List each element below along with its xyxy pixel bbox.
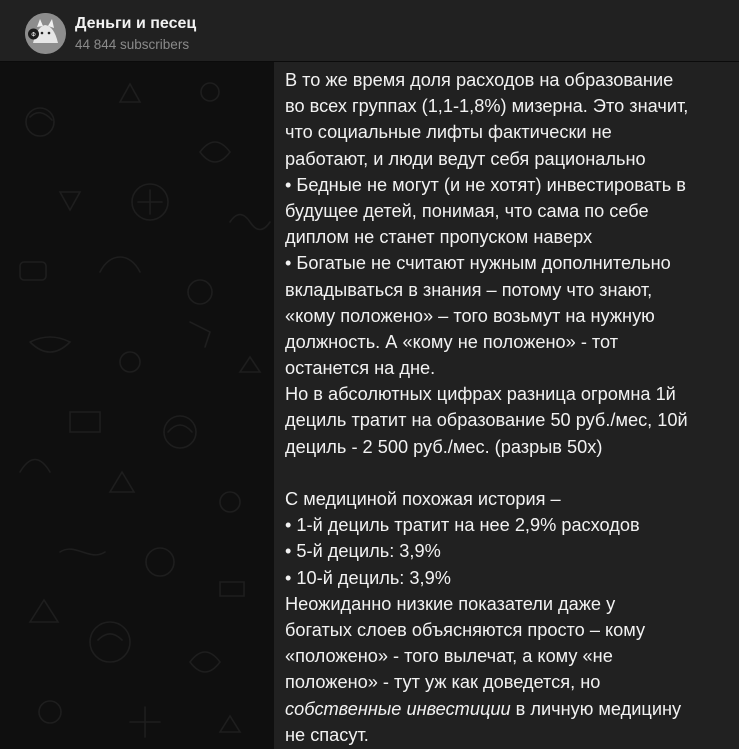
message-bubble[interactable]	[274, 62, 739, 749]
message-line: должность. А «кому не положено» - тот	[285, 331, 619, 352]
fox-avatar-icon[interactable]	[25, 13, 66, 54]
message-line: вкладываться в знания – потому что знают,	[285, 279, 653, 300]
message-line: работают, и люди ведут себя рационально	[285, 148, 646, 169]
message-line: останется на дне.	[285, 358, 436, 379]
message-line: во всех группах (1,1-1,8%) мизерна. Это значит,	[285, 96, 689, 117]
doodle-wallpaper	[0, 62, 274, 749]
message-line: дециль - 2 500 руб./мес. (разрыв 50х)	[285, 436, 603, 457]
message-line-mixed	[285, 696, 729, 722]
message-line: богатых слоев объясняются просто – кому	[285, 619, 646, 640]
message-blank-line	[285, 460, 729, 486]
message-line: В то же время доля расходов на образование	[285, 70, 674, 90]
channel-title[interactable]: Деньги и песец	[75, 15, 197, 32]
message-line: • 1-й дециль тратит на нее 2,9% расходов	[285, 515, 640, 536]
message-line: положено» - тут уж как доведется, но	[285, 672, 601, 693]
message-line: дециль тратит на образование 50 руб./мес, 10й	[285, 410, 688, 431]
message-line: «кому положено» – того возьмут на нужную	[285, 305, 655, 326]
message-line: • 5-й дециль: 3,9%	[285, 541, 441, 562]
message-line: • 10-й дециль: 3,9%	[285, 567, 451, 588]
italic-text: собственные инвестиции	[285, 698, 511, 719]
subscriber-count: 44 844 subscribers	[75, 37, 190, 52]
message-line: «положено» - того вылечат, а кому «не	[285, 646, 613, 667]
chat-area[interactable]	[0, 62, 739, 749]
svg-text:Ф: Ф	[31, 32, 36, 39]
message-line: Но в абсолютных цифрах разница огромна 1й	[285, 384, 676, 405]
chat-header[interactable]	[0, 0, 739, 62]
message-line: что социальные лифты фактически не	[285, 122, 612, 143]
message-line: С медициной похожая история –	[285, 489, 561, 509]
message-line: диплом не станет пропуском наверх	[285, 227, 593, 248]
message-line-tail: в личную медицину	[510, 698, 682, 719]
message-line: Неожиданно низкие показатели даже у	[285, 593, 616, 614]
message-line: не спасут.	[285, 724, 369, 745]
message-line: • Бедные не могут (и не хотят) инвестировать в	[285, 174, 686, 195]
message-line: • Богатые не считают нужным дополнительно	[285, 253, 671, 274]
message-line: будущее детей, понимая, что сама по себе	[285, 200, 649, 221]
